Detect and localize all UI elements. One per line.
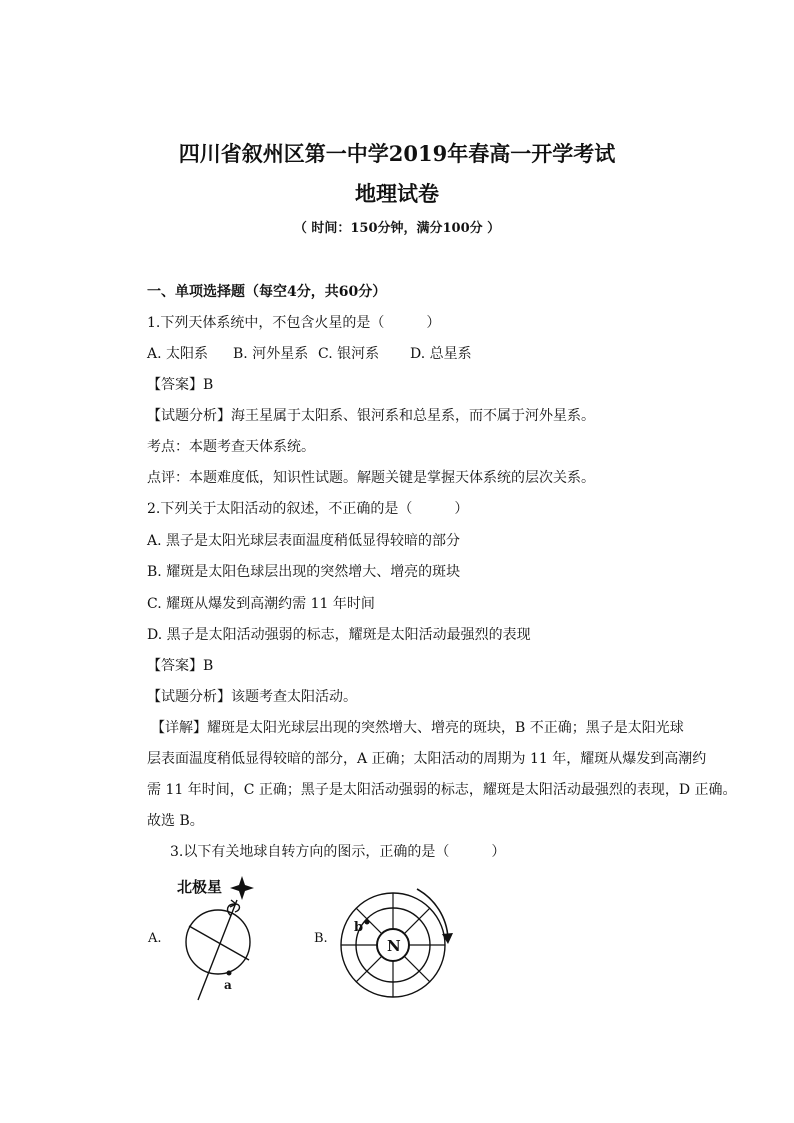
meridian-line (404, 908, 430, 934)
q1-option-d: D. 总星系 (410, 346, 472, 362)
q1-kaodian: 考点：本题考查天体系统。 (147, 439, 315, 455)
q1-option-c: C. 银河系 (318, 346, 380, 362)
q3-option-a-label: A. (148, 931, 162, 946)
q2-stem: 2.下列关于太阳活动的叙述，不正确的是（ ） (147, 501, 469, 517)
section-heading: 一、单项选择题（每空4分，共60分） (147, 284, 387, 300)
q2-option-d: D. 黑子是太阳活动强弱的标志，耀斑是太阳活动最强烈的表现 (147, 627, 531, 643)
meridian-line (356, 956, 382, 982)
exam-info: （ 时间：150分钟，满分100分 ） (293, 221, 501, 236)
q2-option-a: A. 黑子是太阳光球层表面温度稍低显得较暗的部分 (147, 533, 461, 549)
north-pole-label: N (387, 937, 401, 955)
q2-detail-line-3: 需 11 年时间，C 正确；黑子是太阳活动强弱的标志，耀斑是太阳活动最强烈的表现，D 正确。 (147, 782, 737, 798)
q3-option-b-label: B. (314, 931, 328, 946)
q1-option-a: A. 太阳系 (147, 346, 209, 362)
polaris-label: 北极星 (177, 878, 223, 896)
q2-detail-line-4: 故选 B。 (147, 813, 204, 829)
page-title: 四川省叙州区第一中学2019年春高一开学考试 (178, 141, 616, 166)
q2-option-b: B. 耀斑是太阳色球层出现的突然增大、增亮的斑块 (147, 564, 461, 580)
q1-stem: 1.下列天体系统中，不包含火星的是（ ） (147, 315, 441, 331)
q1-answer: 【答案】B (147, 377, 214, 393)
q2-detail-line-1: 【详解】耀斑是太阳光球层出现的突然增大、增亮的斑块，B 不正确；黑子是太阳光球 (151, 720, 684, 736)
q2-option-c: C. 耀斑从爆发到高潮约需 11 年时间 (147, 596, 375, 612)
q1-option-b: B. 河外星系 (233, 346, 309, 362)
q1-options (147, 343, 472, 363)
q2-answer: 【答案】B (147, 658, 214, 674)
earth-tilt-diagram (165, 870, 275, 1005)
star-icon (230, 876, 254, 900)
q1-dianping: 点评：本题难度低，知识性试题。解题关键是掌握天体系统的层次关系。 (147, 470, 595, 486)
point-a-label: a (224, 978, 232, 992)
q3-stem: 3.以下有关地球自转方向的图示，正确的是（ ） (170, 844, 506, 860)
page-subtitle: 地理试卷 (355, 181, 439, 206)
arrowhead-icon (442, 933, 453, 944)
equator-line (189, 926, 249, 960)
point-a-marker (227, 971, 232, 976)
meridian-line (404, 956, 430, 982)
q2-analysis: 【试题分析】该题考查太阳活动。 (147, 689, 357, 705)
q2-detail-line-2: 层表面温度稍低显得较暗的部分，A 正确；太阳活动的周期为 11 年，耀斑从爆发到高潮约 (147, 751, 707, 767)
point-b-label: b (354, 920, 364, 935)
polar-view-diagram (338, 882, 463, 1007)
point-b-marker (365, 920, 370, 925)
q1-analysis: 【试题分析】海王星属于太阳系、银河系和总星系，而不属于河外星系。 (147, 408, 595, 424)
